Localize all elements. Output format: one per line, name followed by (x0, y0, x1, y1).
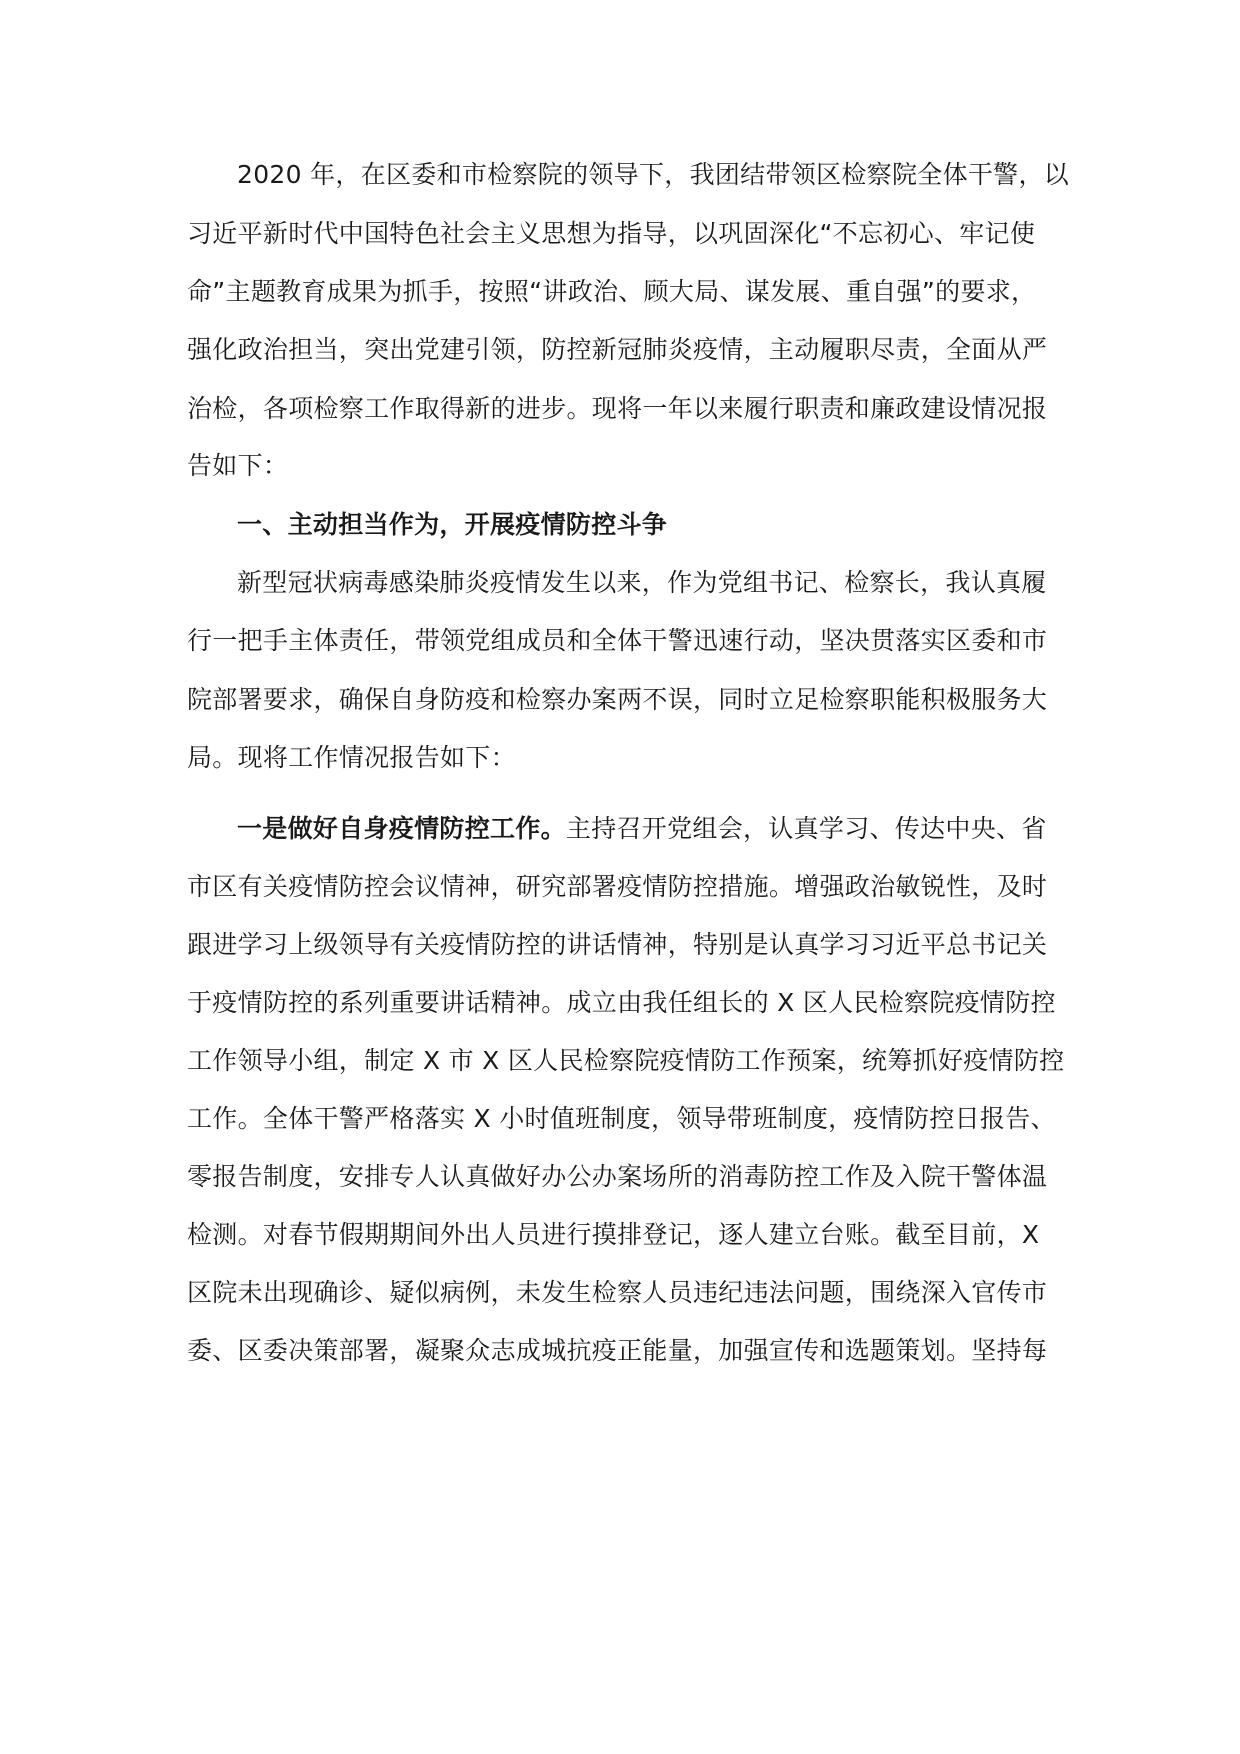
section-heading: 一、主动担当作为，开展疫情防控斗争 (237, 510, 668, 539)
item-line: 工作领导小组，制定 X 市 X 区人民检察院疫情防工作预案，统筹抓好疫情防控 (187, 1046, 1065, 1075)
item-line: 区院未出现确诊、疑似病例，未发生检察人员违纪违法问题，围绕深入官传市 (187, 1278, 1048, 1307)
intro-line: 治检，各项检察工作取得新的进步。现将一年以来履行职责和廉政建设情况报 (187, 394, 1048, 423)
section-paragraph-line: 局。现将工作情况报告如下： (187, 743, 516, 772)
intro-line: 强化政治担当，突出党建引领，防控新冠肺炎疫情，主动履职尽责，全面从严 (187, 335, 1048, 364)
item-lead: 一是做好自身疫情防控工作。 (237, 814, 566, 843)
section-paragraph-line: 院部署要求，确保自身防疫和检察办案两不误，同时立足检察职能积极服务大 (187, 685, 1048, 714)
item-line: 跟进学习上级领导有关疫情防控的讲话情神，特别是认真学习习近平总书记关 (187, 930, 1048, 959)
intro-line: 命”主题教育成果为抓手，按照“讲政治、顾大局、谋发展、重自强”的要求， (187, 277, 1037, 306)
item-line: 检测。对春节假期期间外出人员进行摸排登记，逐人建立台账。截至目前，X (187, 1220, 1040, 1249)
item-line: 工作。全体干警严格落实 X 小时值班制度，领导带班制度，疫情防控日报告、 (187, 1104, 1056, 1133)
item-line: 于疫情防控的系列重要讲话精神。成立由我任组长的 X 区人民检察院疫情防控 (187, 988, 1056, 1017)
intro-line: 2020 年，在区委和市检察院的领导下，我团结带领区检察院全体干警，以 (237, 160, 1070, 189)
item-line: 委、区委决策部署，凝聚众志成城抗疫正能量，加强宣传和选题策划。坚持每 (187, 1336, 1048, 1365)
item-first-rest: 主持召开党组会，认真学习、传达中央、省 (565, 814, 1047, 843)
section-paragraph-line: 新型冠状病毒感染肺炎疫情发生以来，作为党组书记、检察长，我认真履 (237, 568, 1047, 597)
intro-line: 习近平新时代中国特色社会主义思想为指导，以巩固深化“不忘初心、牢记使 (187, 219, 1036, 248)
item-line: 零报告制度，安排专人认真做好办公办案场所的消毒防控工作及入院干警体温 (187, 1162, 1048, 1191)
section-paragraph-line: 行一把手主体责任，带领党组成员和全体干警迅速行动，坚决贯落实区委和市 (187, 626, 1048, 655)
item-line: 市区有关疫情防控会议情神，研究部署疫情防控措施。增强政治敏锐性，及时 (187, 872, 1048, 901)
intro-line: 告如下： (187, 451, 289, 480)
item-first-line (237, 811, 1057, 847)
